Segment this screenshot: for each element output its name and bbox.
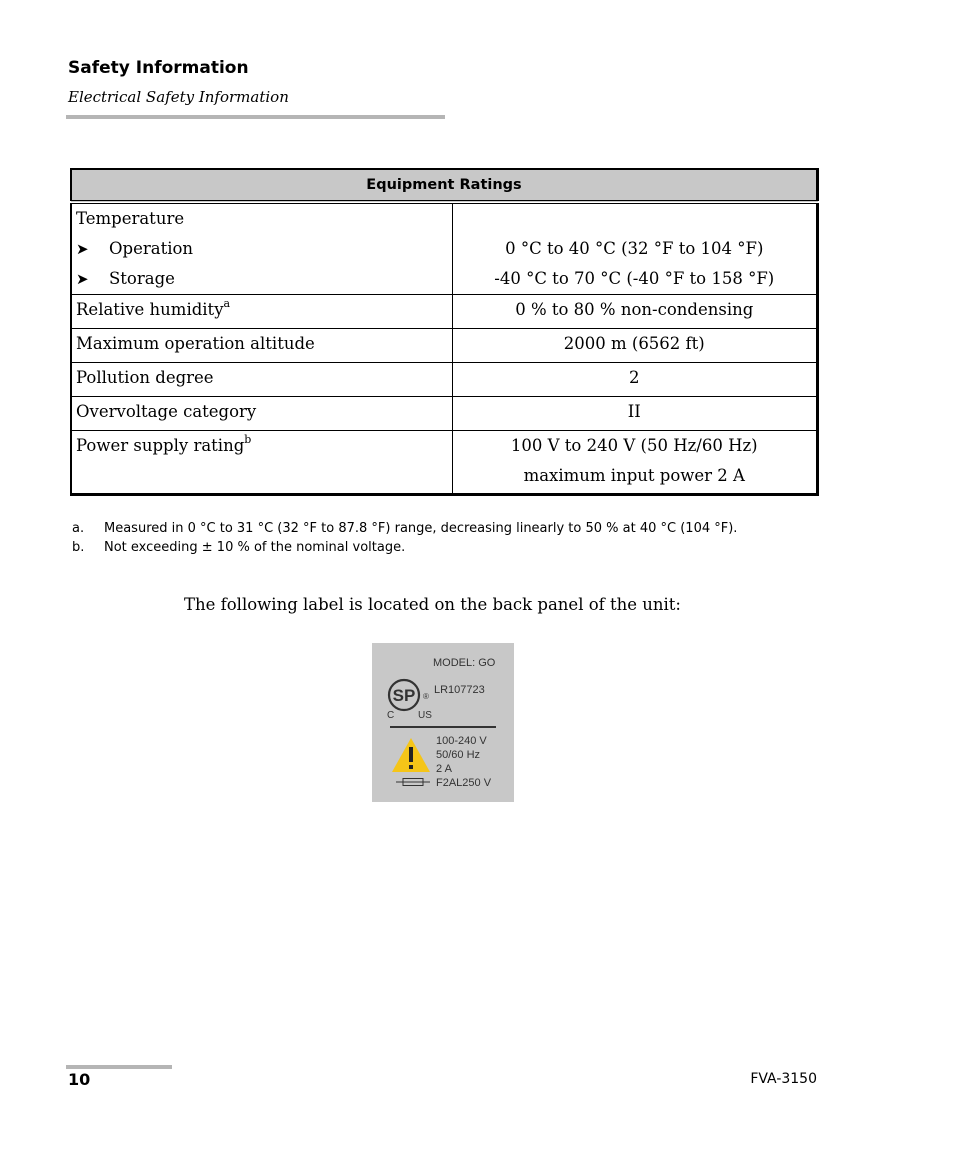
arrow-bullet-icon: ➤ <box>76 270 89 288</box>
label-cert-number: LR107723 <box>434 684 485 696</box>
table-row <box>71 329 818 363</box>
humidity-label: Relative humidity <box>76 300 224 319</box>
equipment-ratings-table <box>70 168 819 496</box>
header-rule <box>66 115 445 119</box>
storage-value: -40 °C to 70 °C (-40 °F to 158 °F) <box>494 269 775 288</box>
humidity-value: 0 % to 80 % non-condensing <box>452 295 818 329</box>
storage-label: Storage <box>109 269 175 288</box>
label-frequency: 50/60 Hz <box>436 749 481 761</box>
section-subtitle: Electrical Safety Information <box>68 88 289 106</box>
table-row <box>71 397 818 431</box>
cert-c: C <box>387 710 395 721</box>
pollution-label: Pollution degree <box>71 363 452 397</box>
label-voltage: 100-240 V <box>436 735 487 747</box>
fuse-icon <box>396 777 430 787</box>
operation-label: Operation <box>109 239 194 258</box>
page-number: 10 <box>68 1070 91 1089</box>
power-label-cell <box>71 431 452 495</box>
footer-rule <box>66 1065 172 1069</box>
temperature-value-cell <box>452 202 818 295</box>
footnote-ref: b <box>244 432 252 446</box>
footnotes <box>72 519 737 557</box>
pollution-value: 2 <box>452 363 818 397</box>
temperature-label: Temperature <box>76 209 185 228</box>
cert-us: US <box>418 710 432 721</box>
temperature-label-cell <box>71 202 452 295</box>
label-divider <box>390 726 496 728</box>
power-label: Power supply rating <box>76 436 245 455</box>
footnote <box>72 519 737 538</box>
table-row <box>71 363 818 397</box>
table-title: Equipment Ratings <box>71 169 818 202</box>
label-model: MODEL: GO <box>433 657 496 669</box>
label-current: 2 A <box>436 763 452 775</box>
section-title: Safety Information <box>68 58 249 78</box>
altitude-label: Maximum operation altitude <box>71 329 452 363</box>
altitude-value: 2000 m (6562 ft) <box>452 329 818 363</box>
power-value-line2: maximum input power 2 A <box>523 466 745 485</box>
label-fuse: F2AL250 V <box>436 777 492 789</box>
footnote-text: Measured in 0 °C to 31 °C (32 °F to 87.8 °F) range, decreasing linearly to 50 % at 40 °C (104 °F). <box>104 521 738 536</box>
footnote <box>72 538 737 557</box>
table-row <box>71 202 818 295</box>
csa-mark-text: SP <box>392 686 416 705</box>
footnote-mark: b. <box>72 540 85 555</box>
power-value-line1: 100 V to 240 V (50 Hz/60 Hz) <box>510 436 758 455</box>
arrow-bullet-icon: ➤ <box>76 240 89 258</box>
registered-mark: ® <box>423 692 429 701</box>
footnote-text: Not exceeding ± 10 % of the nominal voltage. <box>104 540 406 555</box>
table-row <box>71 431 818 495</box>
overvoltage-value: II <box>452 397 818 431</box>
footnote-ref: a <box>223 296 231 310</box>
warning-triangle-icon <box>390 736 432 774</box>
footnote-mark: a. <box>72 521 85 536</box>
table-row <box>71 295 818 329</box>
body-paragraph: The following label is located on the back panel of the unit: <box>184 595 681 614</box>
back-panel-label-image <box>372 643 514 802</box>
power-value-cell <box>452 431 818 495</box>
document-id: FVA-3150 <box>750 1071 817 1087</box>
overvoltage-label: Overvoltage category <box>71 397 452 431</box>
operation-value: 0 °C to 40 °C (32 °F to 104 °F) <box>505 239 764 258</box>
humidity-label-cell <box>71 295 452 329</box>
